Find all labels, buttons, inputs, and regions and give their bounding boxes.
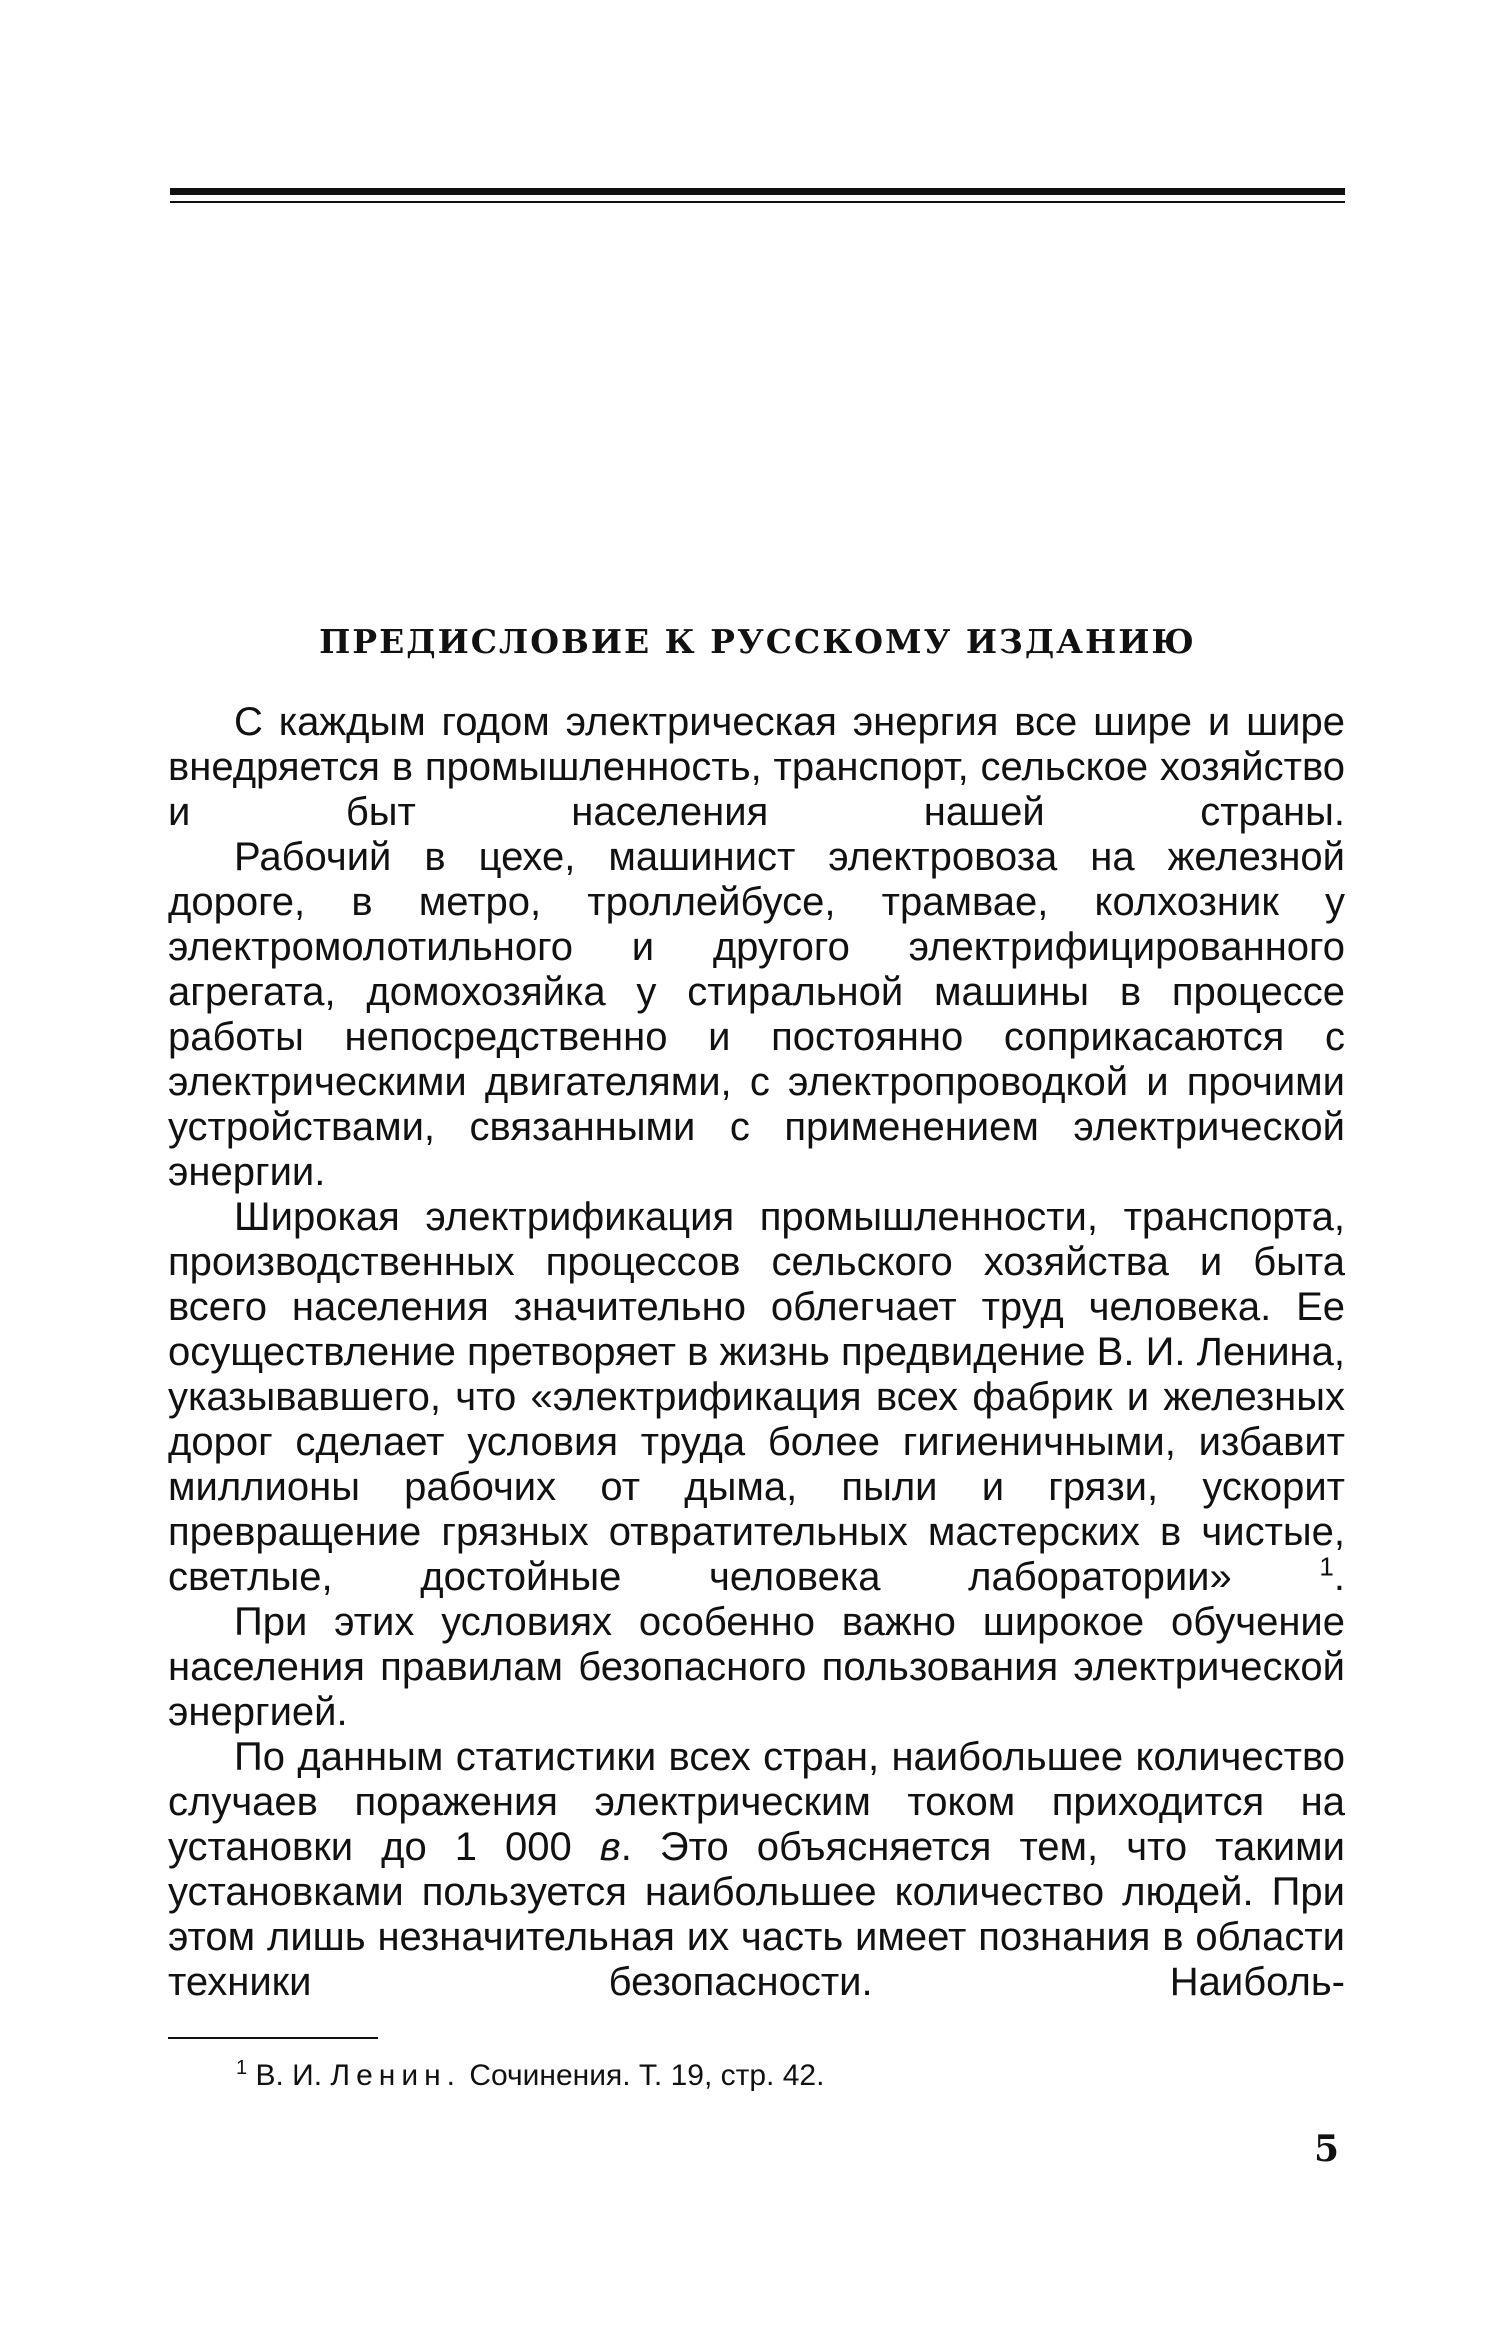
- footnote-citation: Сочинения. Т. 19, стр. 42.: [469, 2059, 825, 2092]
- paragraph-5-text-b: . Это объясняется тем, что такими установками пользуется наибольшее количество людей. При этом лишь незначительная их часть имеет познания в области техники безопасности. Наиболь-: [168, 1825, 1345, 2004]
- footnote: [236, 2048, 824, 2096]
- top-thin-rule: [170, 201, 1345, 203]
- footnote-author-name: Ленин.: [330, 2059, 461, 2092]
- top-thick-rule: [170, 188, 1345, 195]
- page-heading: ПРЕДИСЛОВИЕ К РУССКОМУ ИЗДАНИЮ: [319, 622, 1196, 661]
- paragraph-5: [168, 1735, 1345, 2005]
- paragraph-4-text: При этих условиях особенно важно широкое обучение населения правилам безопасного пользования электрической энергией.: [168, 1600, 1345, 1734]
- paragraph-2: [168, 835, 1345, 1195]
- paragraph-1-text: С каждым годом электрическая энергия все шире и шире внедряется в промышленность, транспорт, сельское хозяйство и быт населения нашей страны.: [168, 700, 1345, 834]
- voltage-unit: в: [599, 1825, 621, 1869]
- paragraph-5-text-a: По данным статистики всех стран, наибольшее количество случаев поражения электрическим током приходится на установки до 1 000: [168, 1735, 1345, 1869]
- paragraph-3-text: Широкая электрификация промышленности, транспорта, производственных процессов сельского хозяйства и быта всего населения значительно облегчает труд человека. Ее осуществление претворяет в жизнь предвидение В. И. Ленина, указывавшего, что «электрификация всех фабрик и железных дорог сделает условия труда более гигиеничными, избавит миллионы рабочих от дыма, пыли и грязи, ускорит превращение грязных отвратительных мастерских в чистые, светлые, достойные человека лаборатории»: [168, 1195, 1345, 1599]
- footnote-author-initials: В. И.: [255, 2059, 323, 2092]
- paragraph-3: [168, 1195, 1345, 1600]
- body-text: [168, 700, 1345, 2005]
- footnote-rule: [168, 2037, 378, 2039]
- footnote-reference: 1: [1319, 1551, 1334, 1582]
- paragraph-4: [168, 1600, 1345, 1735]
- paragraph-3-end: .: [1333, 1555, 1345, 1599]
- paragraph-1: [168, 700, 1345, 835]
- page-number: 5: [1314, 2128, 1340, 2170]
- paragraph-2-text: Рабочий в цехе, машинист электровоза на железной дороге, в метро, троллейбусе, трамвае, колхозник у электромолотильного и другого электрифицированного агрегата, домохозяйка у стиральной машины в процессе работы непосредственно и постоянно соприкасаются с электрическими двигателями, с электропроводкой и прочими устройствами, связанными с применением электрической энергии.: [168, 835, 1345, 1194]
- footnote-marker: 1: [236, 2057, 248, 2079]
